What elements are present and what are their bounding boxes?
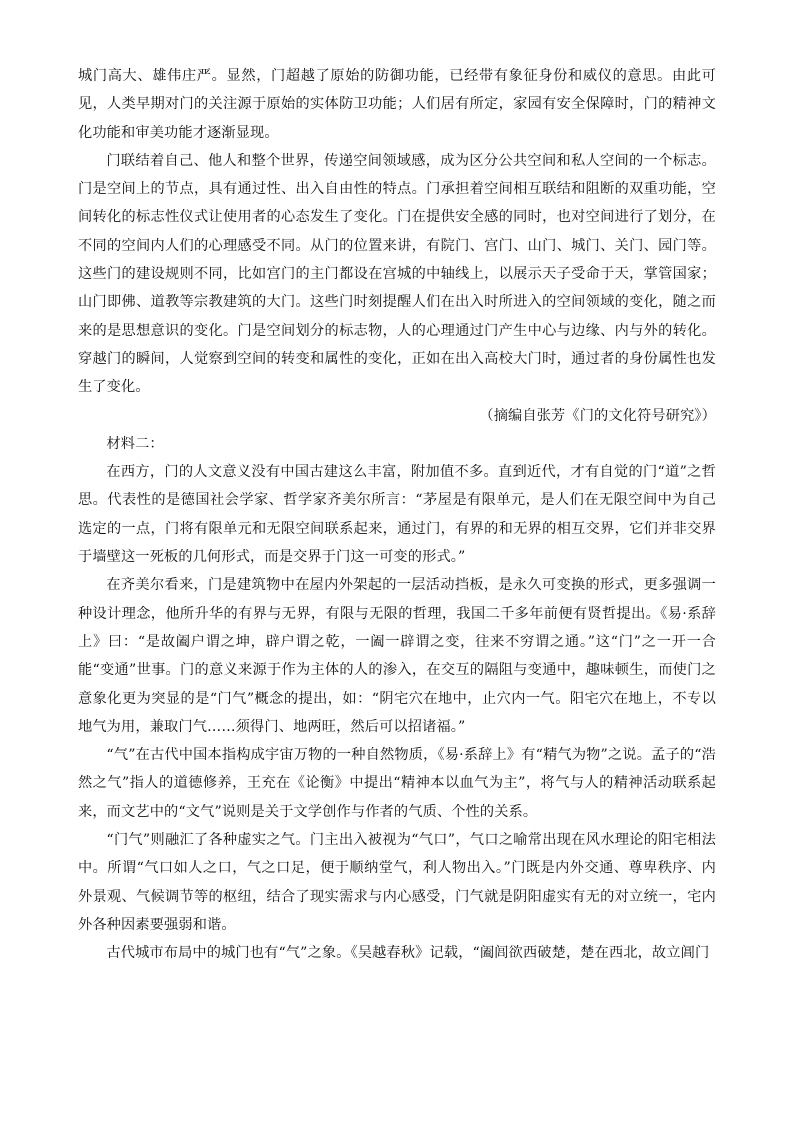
paragraph-simmel: 在齐美尔看来，门是建筑物中在屋内外架起的一层活动挡板，是永久可变换的形式，更多强调一种设计理念，他所升华的有界与无界，有限与无限的哲理，我国二千多年前便有贤哲提出。《易·系辞上》曰：“是故阖户谓之坤，辟户谓之乾，一阖一辟谓之变，往来不穷谓之通。”这“门”之一开一合能“变通”世事。门的意义来源于作为主体的人的渗入，在交互的隔阻与变通中，趣味顿生，而使门之意象化更为突显的是“门气”概念的提出，如：“阴宅穴在地中，止穴内一气。阳宅穴在地上，不专以地气为用，兼取门气……须得门、地两旺，然后可以招诸福。” (78, 577, 716, 735)
paragraph-west: 在西方，门的人文意义没有中国古建这么丰富，附加值不多。直到近代，才有自觉的门“道”之哲思。代表性的是德国社会学家、哲学家齐美尔所言：“茅屋是有限单元，是人们在无限空间中为自己选定的一点，门将有限单元和无限空间联系起来，通过门，有界的和无界的相互交界，它们并非交界于墙壁这一死板的几何形式，而是交界于门这一可变的形式。” (78, 464, 716, 566)
material-two-heading: 材料二： (106, 435, 164, 452)
paragraph-city-gate: 古代城市布局中的城门也有“气”之象。《吴越春秋》记载，“阖闾欲西破楚，楚在西北，故立阊门 (106, 945, 710, 962)
source-citation: （摘编自张芳《门的文化符号研究》） (479, 407, 716, 424)
paragraph-door-space: 门联结着自己、他人和整个世界，传递空间领域感，成为区分公共空间和私人空间的一个标志。门是空间上的节点，具有通过性、出入自由性的特点。门承担着空间相互联结和阻断的双重功能，空间转化的标志性仪式让使用者的心态发生了变化。门在提供安全感的同时，也对空间进行了划分，在不同的空间内人们的心理感受不同。从门的位置来讲，有院门、宫门、山门、城门、关门、园门等。这些门的建设规则不同，比如宫门的主门都设在宫城的中轴线上，以展示天子受命于天，掌管国家；山门即佛、道教等宗教建筑的大门。这些门时刻提醒人们在出入时所进入的空间领域的变化，随之而来的是思想意识的变化。门是空间划分的标志物，人的心理通过门产生中心与边缘、内与外的转化。穿越门的瞬间，人觉察到空间的转变和属性的变化，正如在出入高校大门时，通过者的身份属性也发生了变化。 (78, 152, 716, 396)
article-body (78, 62, 716, 968)
paragraph-qi: “气”在古代中国本指构成宇宙万物的一种自然物质，《易·系辞上》有“精气为物”之说。孟子的“浩然之气”指人的道德修养，王充在《论衡》中提出“精神本以血气为主”，将气与人的精神活动联系起来，而文艺中的“文气”说则是关于文学创作与作者的气质、个性的关系。 (78, 747, 716, 820)
paragraph-continued: 城门高大、雄伟庄严。显然，门超越了原始的防御功能，已经带有象征身份和威仪的意思。由此可见，人类早期对门的关注源于原始的实体防卫功能；人们居有所定，家园有安全保障时，门的精神文化功能和审美功能才逐渐显现。 (78, 68, 716, 141)
paragraph-menqi: “门气”则融汇了各种虚实之气。门主出入被视为“气口”，气口之喻常出现在风水理论的阳宅相法中。所谓“气口如人之口，气之口足，便于顺纳堂气，利人物出入。”门既是内外交通、尊卑秩序、内外景观、气候调节等的枢纽，结合了现实需求与内心感受，门气就是阴阳虚实有无的对立统一，宅内外各种因素要强弱和谐。 (78, 832, 716, 933)
